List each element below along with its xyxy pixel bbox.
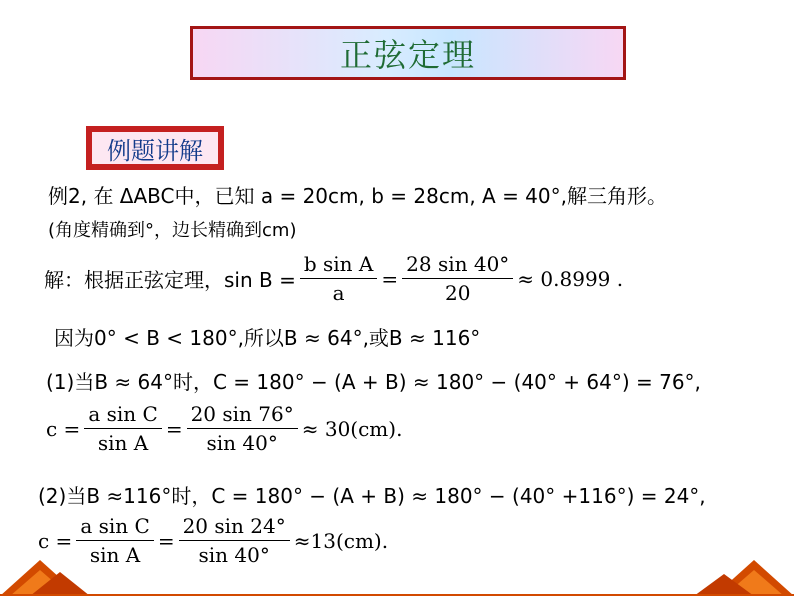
fraction-1-numerator: b sin A <box>300 252 378 279</box>
example-badge <box>86 126 224 170</box>
title-box <box>190 26 626 80</box>
solution-prefix: 解：根据正弦定理，sin B = <box>44 268 296 292</box>
equals-sign: = <box>381 266 399 291</box>
case1-fraction-1-denominator: sin A <box>97 431 149 455</box>
because-line: 因为0° < B < 180°,所以B ≈ 64°,或B ≈ 116° <box>54 326 481 350</box>
fraction-1-denominator: a <box>332 281 345 305</box>
right-triangles <box>694 560 794 596</box>
case1-fraction-1 <box>84 402 161 455</box>
fraction-1 <box>300 252 378 305</box>
case1-result: ≈ 30(cm). <box>301 416 403 441</box>
case1-c-prefix: c = <box>46 416 81 441</box>
case1-c-line <box>46 402 402 455</box>
case1-equals: = <box>165 416 183 441</box>
case2-fraction-1-numerator: a sin C <box>76 514 153 541</box>
problem-line-2: (角度精确到°，边长精确到cm) <box>48 220 297 241</box>
case2-result: ≈13(cm). <box>293 528 389 553</box>
case1-fraction-1-numerator: a sin C <box>84 402 161 429</box>
case1-fraction-2-denominator: sin 40° <box>206 431 278 455</box>
footer-decoration <box>0 540 794 596</box>
case1-fraction-2 <box>187 402 298 455</box>
page-title: 正弦定理 <box>339 36 476 74</box>
problem-line-1: 例2, 在 ΔABC中，已知 a = 20cm, b = 28cm, A = 40°,解三角形。 <box>48 184 667 208</box>
case1-fraction-2-numerator: 20 sin 76° <box>187 402 298 429</box>
case2-fraction-2-denominator: sin 40° <box>198 543 270 567</box>
fraction-2-denominator: 20 <box>444 281 471 305</box>
fraction-2-numerator: 28 sin 40° <box>402 252 513 279</box>
left-triangles <box>0 560 90 596</box>
case2-equals: = <box>157 528 175 553</box>
case2-c-prefix: c = <box>38 528 73 553</box>
case2-line: (2)当B ≈116°时，C = 180° − (A + B) ≈ 180° − (40° +116°) = 24°, <box>38 484 706 508</box>
case2-fraction-2-numerator: 20 sin 24° <box>179 514 290 541</box>
fraction-2 <box>402 252 513 305</box>
badge-label: 例题讲解 <box>92 132 218 164</box>
case2-fraction-1-denominator: sin A <box>89 543 141 567</box>
case1-line: (1)当B ≈ 64°时，C = 180° − (A + B) ≈ 180° − (40° + 64°) = 76°, <box>46 370 701 394</box>
solution-line <box>44 252 623 305</box>
approx-value: ≈ 0.8999 . <box>517 266 624 291</box>
